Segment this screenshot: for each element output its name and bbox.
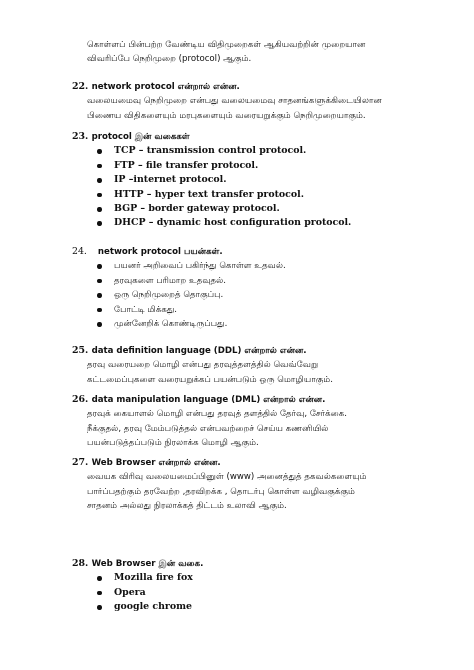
list-item: DHCP – dynamic host configuration protocol. [0, 216, 474, 230]
list-item: ஒரு நெறிமுறைத் தொகுப்பு. [0, 288, 474, 302]
bullet-icon [97, 322, 102, 327]
section-27-line-3: சாதனம் அல்லது நிரலாக்கத் திட்டம் உலாவி ஆகும். [87, 501, 287, 512]
bullet-icon [97, 279, 102, 284]
section-28-heading [0, 557, 474, 571]
bullet-icon [97, 308, 102, 313]
section-26-heading [0, 393, 474, 407]
section-26-title: data manipulation language (DML) என்றால் என்ன. [91, 395, 326, 405]
list-item: Mozilla fire fox [0, 571, 474, 585]
section-28 [0, 557, 474, 615]
section-27-number: 27. [72, 457, 89, 468]
bullet-icon [97, 576, 102, 581]
section-22-line-2: பிணைய விதிகளையும் மரபுகளையும் வரையறுக்கும் நெறிமுறையாகும். [87, 110, 366, 121]
section-25-title: data definition language (DDL) என்றால் என்ன. [91, 346, 307, 356]
section-24 [0, 245, 474, 331]
list-item: google chrome [0, 600, 474, 614]
section-26 [0, 393, 474, 451]
intro-line-2: விவரிப்பே நெறிமுறை (protocol) ஆகும். [87, 54, 252, 65]
list-item: தரவுகளை பரிமாற உதவுதல். [0, 274, 474, 288]
intro-paragraph [0, 38, 474, 67]
list-item: IP –internet protocol. [0, 173, 474, 187]
section-27-line-2: பார்ப்பதற்கும் தரவேற்ற ,தரவிறக்க , தொடர்பு கொள்ள வழிவகுக்கும் [87, 486, 355, 497]
section-22-heading [0, 80, 474, 94]
section-25-heading [0, 344, 474, 358]
list-item: BGP – border gateway protocol. [0, 202, 474, 216]
protocol-uses-list [0, 259, 474, 331]
list-item: TCP – transmission control protocol. [0, 144, 474, 158]
section-23-heading [0, 130, 474, 144]
bullet-icon [97, 591, 102, 596]
section-25 [0, 344, 474, 387]
bullet-icon [97, 221, 102, 226]
section-28-title: Web Browser இன் வகை. [91, 559, 204, 569]
list-item: போட்டி மிக்கது. [0, 303, 474, 317]
list-item: FTP – file transfer protocol. [0, 159, 474, 173]
section-23-title: protocol இன் வகைகள் [91, 132, 190, 142]
section-26-line-2: நீக்குதல், தரவு மேம்படுத்தல் என்பவற்றைச் செய்ய கணனியில் [87, 423, 329, 434]
bullet-icon [97, 207, 102, 212]
bullet-icon [97, 149, 102, 154]
list-item: பயனர் அறிவைப் பகிர்ந்து கொள்ள உதவல். [0, 259, 474, 273]
browser-types-list [0, 571, 474, 614]
bullet-icon [97, 605, 102, 610]
section-23-number: 23. [72, 131, 89, 142]
section-28-number: 28. [72, 558, 89, 569]
bullet-icon [97, 264, 102, 269]
section-27 [0, 456, 474, 514]
section-27-line-1: வையக விரிவு வலையமைப்பினுள் (www) அனைத்துத் தகவல்களையும் [87, 472, 367, 483]
section-27-title: Web Browser என்றால் என்ன. [91, 458, 221, 468]
section-22-title: network protocol என்றால் என்ன. [91, 82, 240, 92]
section-25-line-1: தரவு வரையறை மொழி என்பது தரவுத்தளத்தில் வெவ்வேறு [87, 360, 319, 371]
section-27-heading [0, 456, 474, 470]
section-23 [0, 130, 474, 231]
section-26-line-1: தரவுக் கையாளல் மொழி என்பது தரவுத் தளத்தில் தேர்வு, சேர்க்கை. [87, 409, 348, 420]
section-24-title: network protocol பயன்கள். [97, 247, 223, 257]
section-25-line-2: கட்டமைப்புகளை வரையறுக்கப் பயன்படும் ஒரு மொழியாகும். [87, 374, 333, 385]
bullet-icon [97, 293, 102, 298]
section-26-line-3: பயன்படுத்தப்படும் நிரலாக்க மொழி ஆகும். [87, 438, 259, 449]
section-22-number: 22. [72, 81, 89, 92]
section-24-number: 24. [72, 246, 87, 257]
list-item: Opera [0, 586, 474, 600]
intro-line-1: கொள்ளப் பின்பற்ற வேண்டிய விதிமுறைகள் ஆகியவற்றின் முறையான [87, 40, 366, 50]
section-26-number: 26. [72, 394, 89, 405]
list-item: முன்னேறிக் கொண்டிருப்பது. [0, 317, 474, 331]
list-item: HTTP – hyper text transfer protocol. [0, 188, 474, 202]
section-22 [0, 80, 474, 123]
bullet-icon [97, 164, 102, 169]
section-22-line-1: வலையமைவு நெறிமுறை என்பது வலையமைவு சாதனங்களுக்கிடையிலான [87, 96, 382, 107]
section-24-heading [0, 245, 474, 259]
section-25-number: 25. [72, 345, 89, 356]
bullet-icon [97, 193, 102, 198]
protocol-types-list [0, 144, 474, 230]
bullet-icon [97, 178, 102, 183]
